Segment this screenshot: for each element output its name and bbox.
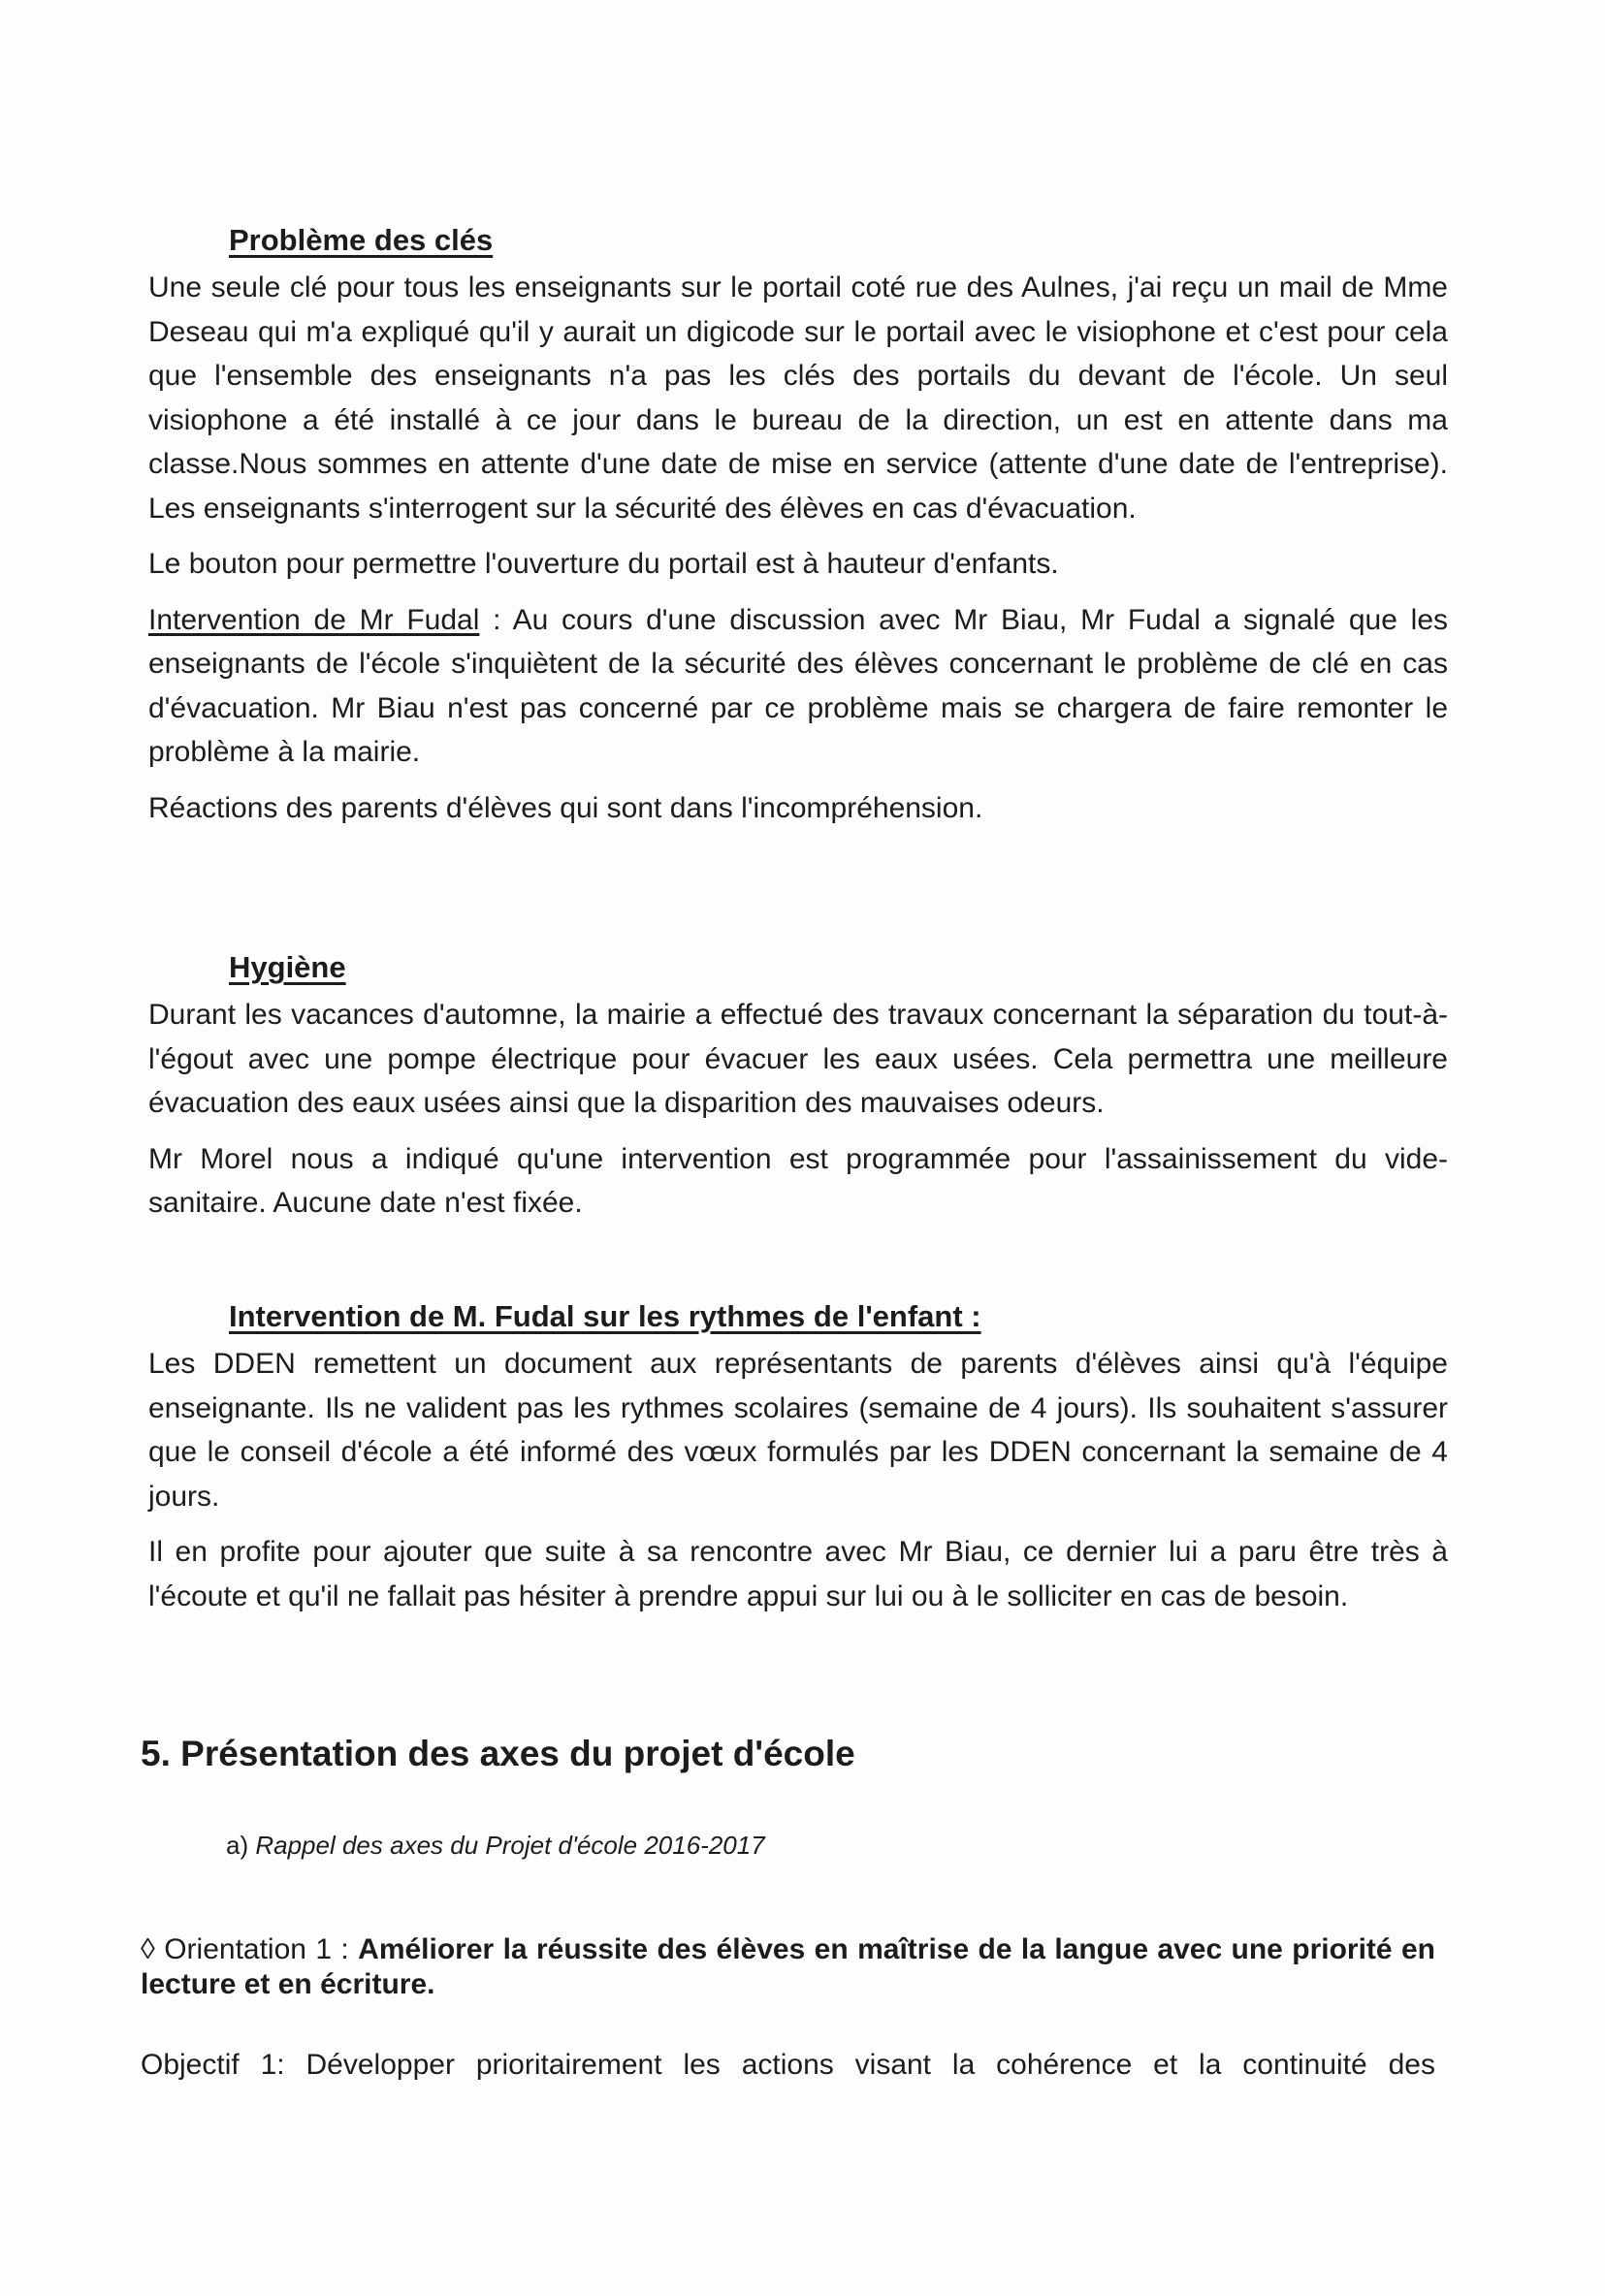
objectif-1: Objectif 1: Développer prioritairement les actions visant la cohérence et la continuité des — [141, 2049, 1435, 2081]
paragraph: Réactions des parents d'élèves qui sont dans l'incompréhension. — [148, 791, 983, 824]
paragraph: Une seule clé pour tous les enseignants sur le portail coté rue des Aulnes, j'ai reçu un mail de Mme Deseau qui m'a expliqué qu'il y aurait un digicode sur le portail avec le visiophone et c'est pour cela que l'ensemble des enseignants n'a pas les clés des portails du devant de l'école. Un seul visiophone a été installé à ce jour dans le bureau de la direction, un est en attente dans ma classe.Nous sommes en attente d'une date de mise en service (attente d'une date de l'entreprise). Les enseignants s'interrogent sur la sécurité des élèves en cas d'évacuation. — [148, 271, 1448, 525]
rappel-prefix: a) — [226, 1831, 256, 1860]
section-hygiene — [148, 948, 1448, 1237]
orientation-1 — [141, 1932, 1435, 2002]
paragraph: Les DDEN remettent un document aux représentants de parents d'élèves ainsi qu'à l'équipe enseignante. Ils ne valident pas les rythmes scolaires (semaine de 4 jours). Ils souhaitent s'assurer que le conseil d'école a été informé des vœux formulés par les DDEN concernant la semaine de 4 jours. — [148, 1348, 1448, 1513]
orientation-prefix: ◊ Orientation 1 : — [141, 1933, 359, 1965]
paragraph: Le bouton pour permettre l'ouverture du portail est à hauteur d'enfants. — [148, 548, 1059, 580]
rappel-axes — [226, 1831, 765, 1861]
paragraph: Mr Morel nous a indiqué qu'une intervention est programmée pour l'assainissement du vide-sanitaire. Aucune date n'est fixée. — [148, 1142, 1448, 1219]
orientation-title: Améliorer la réussite des élèves en maîtrise de la langue avec une priorité en lecture et en écriture. — [141, 1933, 1436, 2000]
section-probleme-cles — [148, 221, 1448, 842]
rappel-text: Rappel des axes du Projet d'école 2016-2017 — [255, 1831, 765, 1860]
paragraph — [148, 598, 1448, 775]
heading-rythmes: Intervention de M. Fudal sur les rythmes de l'enfant : — [229, 1299, 981, 1333]
section-title-5: 5. Présentation des axes du projet d'école — [141, 1734, 855, 1773]
paragraph: Il en profite pour ajouter que suite à sa rencontre avec Mr Biau, ce dernier lui a paru être très à l'écoute et qu'il ne fallait pas hésiter à prendre appui sur lui ou à le solliciter en cas de besoin. — [148, 1536, 1448, 1612]
heading-probleme-cles: Problème des clés — [229, 223, 494, 257]
heading-hygiene: Hygiène — [229, 950, 346, 984]
intervention-text: : Au cours d'une discussion avec Mr Biau, Mr Fudal a signalé que les enseignants de l'école s'inquiètent de la sécurité des élèves concernant le problème de clé en cas d'évacuation. Mr Biau n'est pas concerné par ce problème mais se chargera de faire remonter le problème à la mairie. — [148, 603, 1448, 768]
paragraph: Durant les vacances d'automne, la mairie a effectué des travaux concernant la séparation du tout-à-l'égout avec une pompe électrique pour évacuer les eaux usées. Cela permettra une meilleure évacuation des eaux usées ainsi que la disparition des mauvaises odeurs. — [148, 999, 1448, 1119]
intervention-label: Intervention de Mr Fudal — [148, 603, 480, 636]
section-rythmes — [148, 1297, 1448, 1630]
